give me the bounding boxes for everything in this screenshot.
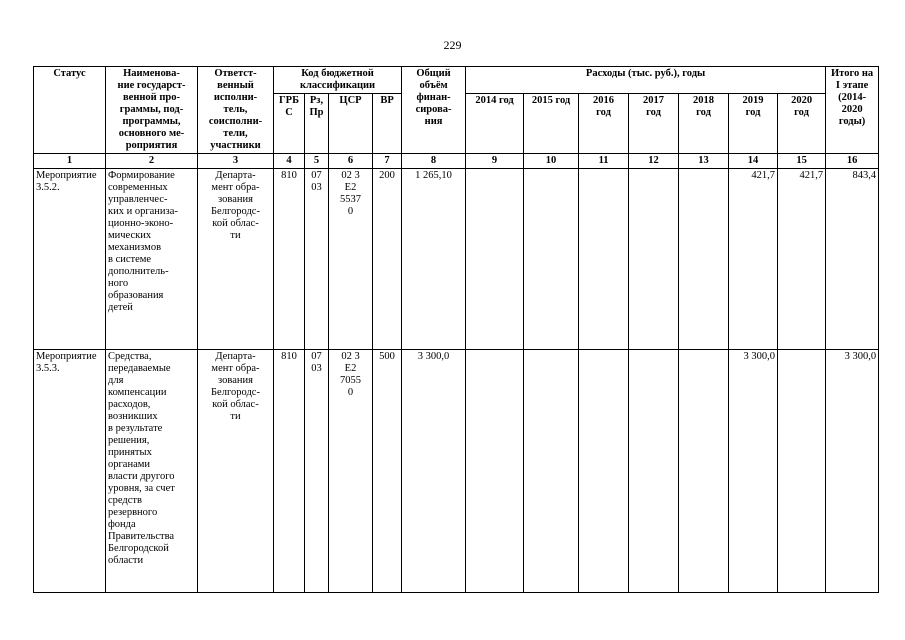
header-2015: 2015 год [524, 94, 579, 154]
header-status: Статус [34, 67, 106, 154]
cell-vr: 200 [373, 169, 402, 350]
cell-2018 [679, 169, 729, 350]
cell-csr: 02 3 Е2 5537 0 [329, 169, 373, 350]
cell-status: Мероприятие 3.5.3. [34, 350, 106, 593]
header-2016: 2016 год [579, 94, 629, 154]
column-number: 9 [466, 154, 524, 169]
cell-2018 [679, 350, 729, 593]
header-2019: 2019 год [729, 94, 778, 154]
cell-2019: 3 300,0 [729, 350, 778, 593]
header-2020: 2020 год [778, 94, 826, 154]
cell-csr: 02 3 Е2 7055 0 [329, 350, 373, 593]
column-number-row [34, 154, 879, 169]
header-vr: ВР [373, 94, 402, 154]
cell-2017 [629, 169, 679, 350]
cell-2020: 421,7 [778, 169, 826, 350]
cell-2014 [466, 350, 524, 593]
column-number: 11 [579, 154, 629, 169]
page-number: 229 [443, 38, 462, 52]
cell-2016 [579, 350, 629, 593]
cell-rz-pr: 07 03 [305, 169, 329, 350]
header-responsible: Ответст- венный исполни- тель, соисполни- тели, участники [198, 67, 274, 154]
column-number: 3 [198, 154, 274, 169]
header-2017: 2017 год [629, 94, 679, 154]
column-number: 13 [679, 154, 729, 169]
column-number: 6 [329, 154, 373, 169]
column-number: 5 [305, 154, 329, 169]
cell-2017 [629, 350, 679, 593]
cell-2016 [579, 169, 629, 350]
header-csr: ЦСР [329, 94, 373, 154]
cell-grbs: 810 [274, 350, 305, 593]
header-name: Наименова- ние государст- венной про- граммы, под- программы, основного ме- роприятия [106, 67, 198, 154]
cell-grbs: 810 [274, 169, 305, 350]
header-stage-total: Итого на I этапе (2014- 2020 годы) [826, 67, 879, 154]
cell-2020 [778, 350, 826, 593]
header-expenses: Расходы (тыс. руб.), годы [466, 67, 826, 94]
header-rz-pr: Рз, Пр [305, 94, 329, 154]
budget-table [33, 66, 879, 593]
cell-vr: 500 [373, 350, 402, 593]
column-number: 16 [826, 154, 879, 169]
cell-2015 [524, 350, 579, 593]
cell-rz-pr: 07 03 [305, 350, 329, 593]
table-row [34, 350, 879, 593]
column-number: 7 [373, 154, 402, 169]
cell-2015 [524, 169, 579, 350]
header-total: Общий объём финан- сирова- ния [402, 67, 466, 154]
column-number: 8 [402, 154, 466, 169]
cell-total: 1 265,10 [402, 169, 466, 350]
header-2014: 2014 год [466, 94, 524, 154]
column-number: 15 [778, 154, 826, 169]
cell-name: Формирование современных управленчес- ких и организа- ционно-эконо- мических механизмов в системе дополнитель- ного образования детей [106, 169, 198, 350]
column-number: 12 [629, 154, 679, 169]
cell-responsible: Департа- мент обра- зования Белгородс- кой облас- ти [198, 350, 274, 593]
column-number: 14 [729, 154, 778, 169]
header-grbs: ГРБ С [274, 94, 305, 154]
cell-2019: 421,7 [729, 169, 778, 350]
cell-total: 3 300,0 [402, 350, 466, 593]
column-number: 10 [524, 154, 579, 169]
table-row [34, 169, 879, 350]
header-budget-code: Код бюджетной классификации [274, 67, 402, 94]
column-number: 1 [34, 154, 106, 169]
cell-name: Средства, передаваемые для компенсации расходов, возникших в результате решения, принятых органами власти другого уровня, за счет средств резервного фонда Правительства Белгородской области [106, 350, 198, 593]
cell-stage-total: 843,4 [826, 169, 879, 350]
cell-stage-total: 3 300,0 [826, 350, 879, 593]
column-number: 2 [106, 154, 198, 169]
cell-2014 [466, 169, 524, 350]
header-row-top [34, 67, 879, 94]
cell-status: Мероприятие 3.5.2. [34, 169, 106, 350]
header-2018: 2018 год [679, 94, 729, 154]
cell-responsible: Департа- мент обра- зования Белгородс- кой облас- ти [198, 169, 274, 350]
column-number: 4 [274, 154, 305, 169]
